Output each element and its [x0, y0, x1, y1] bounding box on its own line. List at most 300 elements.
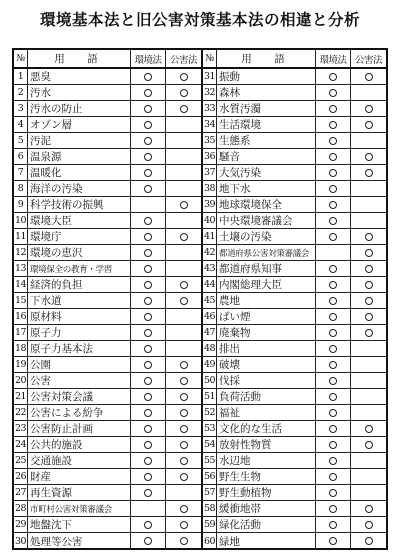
circle-mark-icon: [144, 153, 152, 161]
term-text: 生態系: [219, 135, 251, 148]
pollution-law-cell: [166, 293, 201, 308]
pollution-law-cell: [166, 133, 201, 148]
header-pollution: 公害法: [354, 54, 382, 66]
row-number: 14: [14, 277, 28, 292]
table-row: [14, 261, 201, 277]
term-text: 公害: [30, 375, 51, 388]
term-cell: [28, 533, 131, 549]
row-number: 42: [203, 245, 217, 260]
row-number: 41: [203, 229, 217, 244]
term-cell: [28, 405, 131, 420]
table-row: [14, 517, 201, 533]
table-row: [203, 309, 386, 325]
term-text: 原子力: [30, 327, 62, 340]
circle-mark-icon: [329, 329, 337, 337]
term-text: 中央環境審議会: [219, 215, 293, 228]
pollution-law-cell: [166, 197, 201, 212]
circle-mark-icon: [329, 521, 337, 529]
env-law-cell: [131, 213, 166, 228]
env-law-cell: [316, 181, 351, 196]
env-law-cell: [316, 517, 351, 532]
row-number: 49: [203, 357, 217, 372]
env-law-cell: [131, 389, 166, 404]
row-number: 25: [14, 453, 28, 468]
term-cell: [28, 437, 131, 452]
circle-mark-icon: [329, 265, 337, 273]
table-row: [203, 437, 386, 453]
circle-mark-icon: [365, 441, 373, 449]
pollution-law-cell: [166, 85, 201, 100]
circle-mark-icon: [329, 537, 337, 545]
circle-mark-icon: [180, 281, 188, 289]
env-law-cell: [316, 197, 351, 212]
row-number: 43: [203, 261, 217, 276]
table-row: [14, 197, 201, 213]
circle-mark-icon: [144, 457, 152, 465]
pollution-law-cell: [166, 389, 201, 404]
term-text: 森林: [219, 87, 240, 100]
term-text: 地盤沈下: [30, 519, 72, 532]
term-text: 排出: [219, 343, 240, 356]
term-cell: [217, 165, 316, 180]
circle-mark-icon: [329, 281, 337, 289]
circle-mark-icon: [365, 249, 373, 257]
circle-mark-icon: [365, 169, 373, 177]
table-row: [14, 533, 201, 549]
circle-mark-icon: [329, 505, 337, 513]
term-text: 水質汚濁: [219, 103, 261, 116]
circle-mark-icon: [144, 409, 152, 417]
circle-mark-icon: [365, 313, 373, 321]
env-law-cell: [316, 165, 351, 180]
table-row: [203, 213, 386, 229]
env-law-cell: [316, 293, 351, 308]
circle-mark-icon: [329, 345, 337, 353]
table-row: [14, 85, 201, 101]
term-text: 温泉源: [30, 151, 62, 164]
header-env: 環境法: [316, 50, 351, 67]
env-law-cell: [316, 341, 351, 356]
term-cell: [28, 373, 131, 388]
pollution-law-cell: [351, 213, 386, 228]
term-cell: [217, 293, 316, 308]
pollution-law-cell: [351, 229, 386, 244]
circle-mark-icon: [180, 105, 188, 113]
table-row: [14, 469, 201, 485]
env-law-cell: [131, 85, 166, 100]
env-law-cell: [316, 261, 351, 276]
pollution-law-cell: [166, 149, 201, 164]
circle-mark-icon: [144, 121, 152, 129]
env-law-cell: [316, 485, 351, 500]
circle-mark-icon: [329, 441, 337, 449]
term-text: 公害による紛争: [30, 407, 104, 420]
row-number: 50: [203, 373, 217, 388]
term-cell: [28, 389, 131, 404]
row-number: 35: [203, 133, 217, 148]
term-cell: [217, 421, 316, 436]
pollution-law-cell: [351, 357, 386, 372]
term-cell: [28, 101, 131, 116]
term-text: 財産: [30, 471, 51, 484]
row-number: 34: [203, 117, 217, 132]
table-header-row: [203, 50, 386, 69]
pollution-law-cell: [351, 165, 386, 180]
row-number: 1: [14, 69, 28, 84]
term-text: 環境の恵沢: [30, 247, 83, 260]
circle-mark-icon: [144, 265, 152, 273]
term-text: 公害防止計画: [30, 423, 93, 436]
circle-mark-icon: [144, 329, 152, 337]
circle-mark-icon: [144, 441, 152, 449]
term-cell: [28, 229, 131, 244]
term-text: 都道府県公害対策審議会: [219, 248, 310, 259]
row-number: 5: [14, 133, 28, 148]
circle-mark-icon: [365, 521, 373, 529]
circle-mark-icon: [329, 361, 337, 369]
term-text: オゾン層: [30, 119, 72, 132]
circle-mark-icon: [144, 73, 152, 81]
row-number: 9: [14, 197, 28, 212]
table-row: [14, 453, 201, 469]
term-cell: [217, 85, 316, 100]
circle-mark-icon: [365, 537, 373, 545]
circle-mark-icon: [365, 265, 373, 273]
env-law-cell: [131, 469, 166, 484]
env-law-cell: [131, 421, 166, 436]
term-text: 地球環境保全: [219, 199, 282, 212]
env-law-cell: [131, 69, 166, 84]
table-row: [203, 261, 386, 277]
table-row: [14, 165, 201, 181]
row-number: 44: [203, 277, 217, 292]
term-text: 悪臭: [30, 71, 51, 83]
row-number: 59: [203, 517, 217, 532]
pollution-law-cell: [351, 325, 386, 340]
row-number: 60: [203, 533, 217, 549]
term-text: 大気汚染: [219, 167, 261, 180]
term-cell: [28, 165, 131, 180]
term-cell: [217, 245, 316, 260]
table-row: [14, 501, 201, 517]
term-text: 廃棄物: [219, 327, 251, 340]
row-number: 28: [14, 501, 28, 516]
term-cell: [28, 421, 131, 436]
pollution-law-cell: [351, 149, 386, 164]
term-text: 原材料: [30, 311, 62, 324]
env-law-cell: [131, 517, 166, 532]
row-number: 38: [203, 181, 217, 196]
pollution-law-cell: [351, 197, 386, 212]
row-number: 20: [14, 373, 28, 388]
pollution-law-cell: [166, 437, 201, 452]
env-law-cell: [131, 501, 166, 516]
circle-mark-icon: [329, 73, 337, 81]
table-right-half: [203, 50, 386, 548]
term-cell: [217, 229, 316, 244]
term-text: 海洋の汚染: [30, 183, 83, 196]
env-law-cell: [131, 309, 166, 324]
pollution-law-cell: [166, 117, 201, 132]
circle-mark-icon: [329, 185, 337, 193]
table-row: [14, 485, 201, 501]
circle-mark-icon: [144, 297, 152, 305]
table-row: [203, 101, 386, 117]
term-text: 汚水の防止: [30, 103, 83, 116]
term-text: 放射性物質: [219, 439, 272, 452]
pollution-law-cell: [351, 517, 386, 532]
circle-mark-icon: [144, 217, 152, 225]
env-law-cell: [316, 213, 351, 228]
circle-mark-icon: [144, 345, 152, 353]
env-law-cell: [131, 181, 166, 196]
circle-mark-icon: [144, 249, 152, 257]
env-law-cell: [316, 405, 351, 420]
table-row: [14, 149, 201, 165]
term-cell: [217, 485, 316, 500]
pollution-law-cell: [351, 533, 386, 549]
table-row: [14, 421, 201, 437]
pollution-law-cell: [351, 501, 386, 516]
term-text: 交通施設: [30, 455, 72, 468]
term-text: 農地: [219, 295, 240, 308]
table-row: [14, 293, 201, 309]
term-text: 環境庁: [30, 231, 62, 244]
circle-mark-icon: [329, 393, 337, 401]
circle-mark-icon: [180, 521, 188, 529]
pollution-law-cell: [166, 501, 201, 516]
term-cell: [217, 469, 316, 484]
term-cell: [28, 341, 131, 356]
term-cell: [217, 357, 316, 372]
row-number: 4: [14, 117, 28, 132]
term-cell: [217, 533, 316, 549]
term-cell: [217, 453, 316, 468]
env-law-cell: [316, 421, 351, 436]
term-cell: [28, 213, 131, 228]
pollution-law-cell: [166, 373, 201, 388]
term-text: 文化的な生活: [219, 423, 282, 436]
term-text: 環境大臣: [30, 215, 72, 228]
term-cell: [28, 501, 131, 516]
row-number: 13: [14, 261, 28, 276]
row-number: 29: [14, 517, 28, 532]
term-cell: [28, 69, 131, 84]
table-row: [203, 485, 386, 501]
row-number: 58: [203, 501, 217, 516]
term-text: 緑地: [219, 535, 240, 548]
term-cell: [217, 501, 316, 516]
pollution-law-cell: [166, 421, 201, 436]
circle-mark-icon: [329, 489, 337, 497]
comparison-table: [12, 48, 388, 550]
term-text: 緩衝地帯: [219, 503, 261, 516]
row-number: 26: [14, 469, 28, 484]
table-row: [203, 453, 386, 469]
env-law-cell: [316, 357, 351, 372]
env-law-cell: [316, 149, 351, 164]
circle-mark-icon: [329, 217, 337, 225]
pollution-law-cell: [351, 453, 386, 468]
row-number: 48: [203, 341, 217, 356]
table-row: [203, 133, 386, 149]
circle-mark-icon: [144, 537, 152, 545]
env-law-cell: [131, 341, 166, 356]
row-number: 18: [14, 341, 28, 356]
pollution-law-cell: [166, 517, 201, 532]
circle-mark-icon: [180, 441, 188, 449]
row-number: 56: [203, 469, 217, 484]
env-law-cell: [131, 357, 166, 372]
table-row: [14, 213, 201, 229]
table-row: [14, 117, 201, 133]
pollution-law-cell: [166, 309, 201, 324]
env-law-cell: [131, 197, 166, 212]
table-row: [14, 277, 201, 293]
pollution-law-cell: [166, 213, 201, 228]
table-row: [14, 341, 201, 357]
table-row: [203, 245, 386, 261]
pollution-law-cell: [351, 261, 386, 276]
pollution-law-cell: [351, 485, 386, 500]
circle-mark-icon: [180, 505, 188, 513]
term-cell: [217, 389, 316, 404]
circle-mark-icon: [329, 457, 337, 465]
term-cell: [28, 261, 131, 276]
term-text: 汚泥: [30, 135, 51, 148]
pollution-law-cell: [166, 261, 201, 276]
term-cell: [28, 133, 131, 148]
env-law-cell: [131, 405, 166, 420]
term-cell: [217, 117, 316, 132]
row-number: 39: [203, 197, 217, 212]
circle-mark-icon: [144, 281, 152, 289]
pollution-law-cell: [351, 69, 386, 84]
term-cell: [217, 277, 316, 292]
term-cell: [217, 69, 316, 84]
header-env: 環境法: [131, 50, 166, 67]
circle-mark-icon: [329, 377, 337, 385]
term-text: 緑化活動: [219, 519, 261, 532]
circle-mark-icon: [329, 233, 337, 241]
row-number: 57: [203, 485, 217, 500]
env-law-cell: [131, 261, 166, 276]
term-cell: [217, 181, 316, 196]
table-left-half: [14, 50, 203, 548]
row-number: 53: [203, 421, 217, 436]
circle-mark-icon: [144, 233, 152, 241]
table-row: [203, 149, 386, 165]
pollution-law-cell: [166, 533, 201, 549]
table-row: [203, 277, 386, 293]
circle-mark-icon: [180, 201, 188, 209]
term-cell: [28, 325, 131, 340]
row-number: 7: [14, 165, 28, 180]
row-number: 46: [203, 309, 217, 324]
env-law-cell: [316, 133, 351, 148]
circle-mark-icon: [144, 313, 152, 321]
term-text: 公共的施設: [30, 439, 83, 452]
circle-mark-icon: [144, 89, 152, 97]
row-number: 40: [203, 213, 217, 228]
pollution-law-cell: [351, 293, 386, 308]
env-law-cell: [131, 117, 166, 132]
pollution-law-cell: [351, 85, 386, 100]
env-law-cell: [131, 325, 166, 340]
header-no: №: [203, 50, 217, 67]
pollution-law-cell: [351, 117, 386, 132]
term-text: 原子力基本法: [30, 343, 93, 356]
pollution-law-cell: [351, 309, 386, 324]
circle-mark-icon: [180, 73, 188, 81]
term-cell: [28, 453, 131, 468]
pollution-law-cell: [166, 485, 201, 500]
term-text: 騒音: [219, 151, 240, 164]
row-number: 27: [14, 485, 28, 500]
header-term: 用 語: [28, 50, 131, 67]
env-law-cell: [131, 165, 166, 180]
row-number: 2: [14, 85, 28, 100]
table-row: [203, 373, 386, 389]
pollution-law-cell: [166, 165, 201, 180]
term-text: 負荷活動: [219, 391, 261, 404]
term-text: 土壌の汚染: [219, 231, 272, 244]
table-row: [203, 357, 386, 373]
pollution-law-cell: [351, 341, 386, 356]
env-law-cell: [316, 245, 351, 260]
term-text: 環境保全の教育・学習: [30, 264, 113, 275]
row-number: 10: [14, 213, 28, 228]
env-law-cell: [131, 133, 166, 148]
row-number: 16: [14, 309, 28, 324]
circle-mark-icon: [329, 201, 337, 209]
pollution-law-cell: [351, 373, 386, 388]
pollution-law-cell: [166, 325, 201, 340]
term-text: 伐採: [219, 375, 240, 388]
row-number: 45: [203, 293, 217, 308]
pollution-law-cell: [351, 181, 386, 196]
pollution-law-cell: [351, 245, 386, 260]
pollution-law-cell: [351, 469, 386, 484]
env-law-cell: [131, 293, 166, 308]
table-row: [203, 421, 386, 437]
term-text: 公園: [30, 359, 51, 372]
circle-mark-icon: [144, 105, 152, 113]
table-row: [14, 245, 201, 261]
env-law-cell: [316, 85, 351, 100]
table-row: [203, 501, 386, 517]
term-cell: [28, 469, 131, 484]
circle-mark-icon: [144, 473, 152, 481]
row-number: 30: [14, 533, 28, 549]
circle-mark-icon: [329, 89, 337, 97]
row-number: 31: [203, 69, 217, 84]
env-law-cell: [131, 373, 166, 388]
circle-mark-icon: [329, 121, 337, 129]
table-row: [14, 405, 201, 421]
env-law-cell: [316, 309, 351, 324]
circle-mark-icon: [144, 377, 152, 385]
table-row: [14, 325, 201, 341]
table-row: [203, 165, 386, 181]
env-law-cell: [316, 389, 351, 404]
pollution-law-cell: [166, 341, 201, 356]
circle-mark-icon: [144, 521, 152, 529]
term-text: 水辺地: [219, 455, 251, 468]
term-cell: [217, 133, 316, 148]
row-number: 37: [203, 165, 217, 180]
table-row: [203, 405, 386, 421]
